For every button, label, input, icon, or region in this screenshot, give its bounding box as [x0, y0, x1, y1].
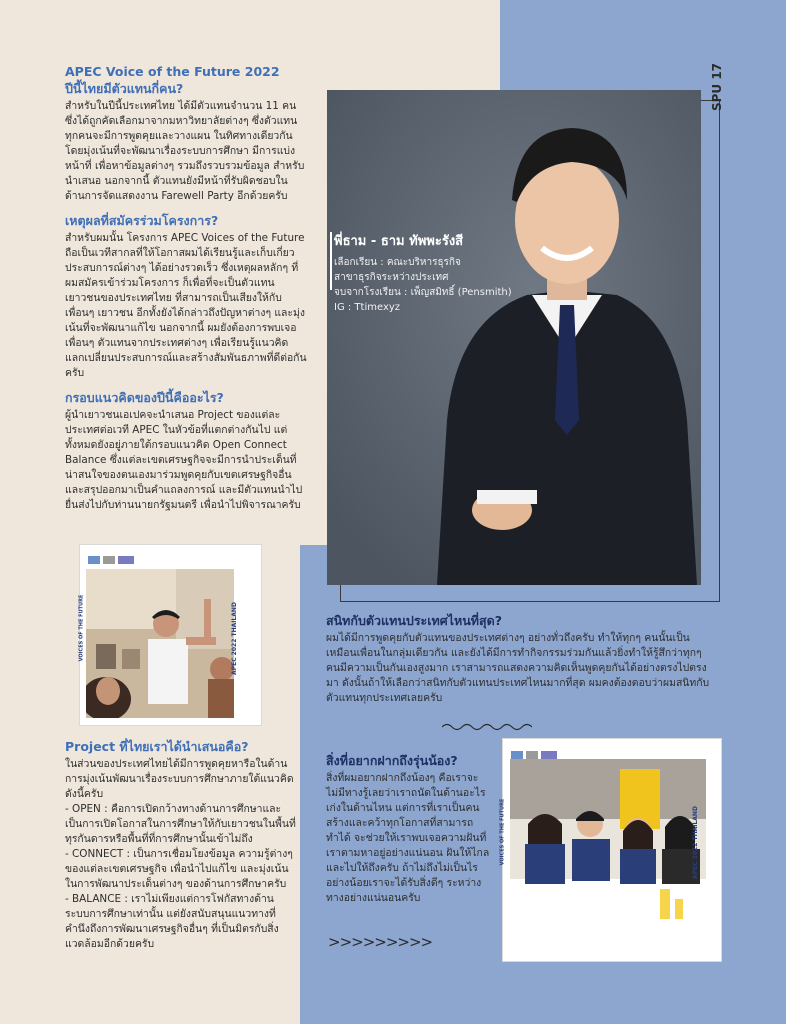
profile-block: [334, 233, 554, 315]
profile-name: พี่ธาม - ธาม ทัพพะรังสี: [334, 234, 464, 249]
photo-side-label-left: VOICES OF THE FUTURE: [78, 594, 85, 662]
section-heading-reason: เหตุผลที่สมัครร่วมโครงการ?: [65, 213, 219, 228]
brand-label: SPU: [710, 83, 725, 112]
photo-side-text: [230, 585, 256, 705]
section-friends: [326, 612, 710, 714]
profile-major: สาขาธุรกิจระหว่างประเทศ: [334, 272, 449, 283]
event-photo-left: [80, 545, 261, 725]
section-body-delegates: สำหรับในปีนี้ประเทศไทย ได้มีตัวแทนจำนวน 11 คน ซึ่งได้ถูกคัดเลือกมาจากมหาวิทยาลัยต่างๆ ซึ่งตัวแทนทุกคนจะมีการพูดคุยและวางแผน ในทิศทางเดียวกัน โดยมุ่งเน้นที่จะพัฒนาเรื่องระบบการศึกษา มีการแบ่งหน้าที่ เพื่อหาข้อมูลต่างๆ รวมถึงรวบรวมข้อมูล สำหรับนำเสนอ นอกจากนี้ ตัวแทนยังมีหน้าที่รับผิดชอบในด้านการจัดแสดงงาน Farewell Party อีกด้วยครับ: [65, 100, 305, 202]
section-body-framework: ผู้นำเยาวชนเอเปคจะนำเสนอ Project ของแต่ละประเทศต่อเวที APEC ในหัวข้อที่แตกต่างกันไป แต่ทั้งหมดยังอยู่ภายใต้กรอบแนวคิด Open Connect Balance ซึ่งแต่ละเขตเศรษฐกิจจะมีการนำประเด็นที่น่าสนใจของตนเองมาร่วมพูดคุยกับเขตเศรษฐกิจอื่นและสรุปออกมาเป็นคำแถลงการณ์ และมีตัวแทนนำไปยื่นส่งไปกับท่านนายกรัฐมนตรี เพื่อนำไปพิจารณาครับ: [65, 409, 303, 511]
section-heading-project: Project ที่ไทยเราได้นำเสนอคือ?: [65, 739, 249, 754]
page-number: [707, 62, 723, 114]
photo-side-text-left2: [499, 779, 510, 899]
section-body-friends: ผมได้มีการพูดคุยกับตัวแทนของประเทศต่างๆ อย่างทั่วถึงครับ ทำให้ทุกๆ คนนั้นเป็นเหมือนเพื่อนในกลุ่มเดียวกัน และยังได้มีการทำกิจกรรมร่วมกันแล้วยิ่งทำให้รู้สึกว่าทุกๆ คนมีความเป็นกันเองสูงมาก เราสามารถแสดงความคิดเห็นพูดคุยกันได้อย่างตรงไปตรงมา ดังนั้นถ้าให้เลือกว่าสนิทกับตัวแทนประเทศไหนมากที่สุด ผมคงต้องตอบว่าผมสนิทกับตัวแทนทุกประเทศเลยครับ: [326, 632, 710, 704]
photo-side-label-right: APEC 2022 THAILAND: [691, 806, 699, 879]
section-heading-friends: สนิทกับตัวแทนประเทศไหนที่สุด?: [326, 613, 503, 628]
photo-side-text-right: [691, 779, 721, 919]
section-body-message: สิ่งที่ผมอยากฝากถึงน้องๆ คือเราจะไม่มีทางรู้เลยว่าเราถนัดในด้านอะไร เก่งในด้านไหน แต่การที่เราเป็นคนสร้างและคว้าทุกโอกาสที่สามารถทำได้ จะช่วยให้เราพบเจอความฝันที่เราตามหาอยู่อย่างแน่นอน ฝันให้ไกลและไปให้ถึงครับ ถ้าไม่ถึงไม่เป็นไร อย่างน้อยเราจะได้รับสิ่งดีๆ ระหว่างทางอย่างแน่นอนครับ: [326, 772, 490, 904]
event-photo-right: [499, 739, 721, 961]
photo-image: [86, 569, 234, 718]
section-message: [326, 752, 491, 914]
project-item-open: - OPEN : คือการเปิดกว้างทางด้านการศึกษาและเป็นการเปิดโอกาสในการศึกษาให้กับเยาวชนในพื้นที่ทุรกันดารหรือพื้นที่ที่การศึกษานั้นเข้าไม่ถึง: [65, 803, 296, 845]
arrows-decoration: >>>>>>>>>: [328, 933, 433, 951]
page-number-value: 17: [710, 62, 725, 80]
section-project: [65, 738, 297, 952]
profile-school: จบจากโรงเรียน : เพ็ญสมิทธิ์ (Pensmith): [334, 287, 512, 298]
photo-image-right: [510, 759, 706, 937]
left-column: [65, 63, 307, 521]
photo-logo-strip-right: [511, 744, 611, 756]
photo-side-label-left2: VOICES OF THE FUTURE: [499, 798, 506, 866]
section-heading-framework: กรอบแนวคิดของปีนี้คืออะไร?: [65, 390, 224, 405]
section-heading-delegates: ปีนี้ไทยมีตัวแทนกี่คน?: [65, 81, 184, 96]
wave-divider: [442, 722, 532, 732]
section-heading-message: สิ่งที่อยากฝากถึงรุ่นน้อง?: [326, 753, 458, 768]
section-body-project: ในส่วนของประเทศไทยได้มีการพูดคุยหารือในด้านการมุ่งเน้นพัฒนาเรื่องระบบการศึกษาภายใต้แนวคิดดังนี้ครับ: [65, 758, 294, 800]
portrait-photo: [327, 90, 701, 585]
project-item-balance: - BALANCE : เราไม่เพียงแต่การโฟกัสทางด้านระบบการศึกษาเท่านั้น แต่ยังสนับสนุนแนวทางที่คำนึงถึงการพัฒนาเศรษฐกิจอื่นๆ ที่เป็นมิตรกับสิ่งแวดล้อมอีกด้วยครับ: [65, 893, 279, 950]
photo-side-text-left: [80, 585, 86, 685]
name-accent-bar: [330, 232, 332, 290]
section-heading-apec: APEC Voice of the Future 2022: [65, 64, 280, 79]
section-body-reason: สำหรับผมนั้น โครงการ APEC Voices of the Future ถือเป็นเวทีสากลที่ให้โอกาสผมได้เรียนรู้และเก็บเกี่ยวประสบการณ์ต่างๆ ได้อย่างรวดเร็ว ซึ่งเหตุผลหลักๆ ที่ผมสมัครเข้าร่วมโครงการ ก็เพื่อที่จะเป็นตัวแทนเยาวชนของประเทศไทย ที่สามารถเป็นเสียงให้กับเพื่อนๆ เยาวชน อีกทั้งยังได้กล่าวถึงปัญหาต่างๆ และมุ่งเน้นที่จะพัฒนาแก้ไข นอกจากนี้ ผมยังต้องการพบเจอเพื่อนๆ ตัวแทนจากประเทศต่างๆ เพื่อเรียนรู้แนวคิด แลกเปลี่ยนประสบการณ์และสร้างสัมพันธภาพที่ดีต่อกันครับ: [65, 232, 307, 379]
photo-side-label: APEC 2022 THAILAND: [230, 602, 238, 675]
photo-logo-strip: [88, 549, 168, 561]
project-item-connect: - CONNECT : เป็นการเชื่อมโยงข้อมูล ความรู้ต่างๆ ของแต่ละเขตเศรษฐกิจ เพื่อนำไปแก้ไข และมุ่งเน้นในการพัฒนาประเด็นต่างๆ ของด้านการศึกษาครับ: [65, 848, 293, 890]
profile-faculty: เลือกเรียน : คณะบริหารธุรกิจ: [334, 257, 461, 268]
profile-ig: IG : Ttimexyz: [334, 302, 401, 313]
